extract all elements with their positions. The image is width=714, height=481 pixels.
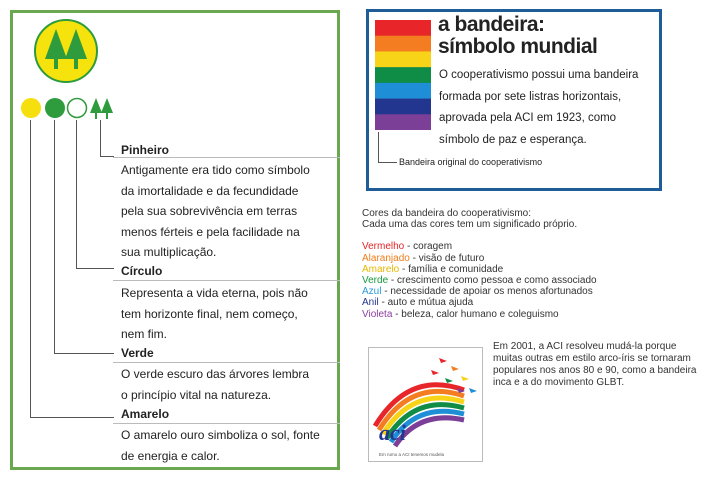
color-name: Verde (362, 275, 389, 287)
flag-caption: Bandeira original do cooperativismo (399, 157, 543, 167)
cooperative-pine-logo (34, 19, 98, 83)
color-meaning: - beleza, calor humano e coleguismo (392, 308, 559, 320)
color-meaning: - visão de futuro (409, 252, 485, 264)
flag-description: O cooperativismo possui uma bandeira formada por sete listras horizontais, aprovada pela ACI em 1923, como símbolo de paz e esperança. (439, 69, 639, 146)
svg-text:Em rumo a ACI tenemos mudela: Em rumo a ACI tenemos mudela (379, 452, 445, 457)
divider (113, 362, 340, 363)
section-title-circulo: Círculo (121, 264, 163, 278)
leader-line-amarelo (30, 120, 114, 418)
divider (113, 157, 340, 158)
divider (113, 423, 340, 424)
color-meanings (362, 208, 597, 320)
flag-stripe (375, 83, 431, 99)
svg-text:aci: aci (379, 420, 406, 445)
color-name: Vermelho (362, 241, 405, 253)
green-circle-icon (45, 98, 65, 118)
section-body-verde: O verde escuro das árvores lembra o princípio vital na natureza. (121, 367, 310, 402)
flag-stripe (375, 114, 431, 130)
color-meaning: - necessidade de apoiar os menos afortunados (381, 286, 593, 298)
flag-stripe (375, 99, 431, 115)
color-name: Alaranjado (362, 252, 410, 264)
flag-title: a bandeira: símbolo mundial (438, 13, 598, 58)
flag-stripe (375, 67, 431, 83)
pine-tree-icon (90, 98, 102, 113)
yellow-circle-icon (21, 98, 41, 118)
color-meaning-item (362, 275, 597, 286)
color-meaning-item (362, 297, 597, 308)
section-body-circulo: Representa a vida eterna, pois não tem horizonte final, nem começo, nem fim. (121, 286, 308, 341)
color-meanings-subheading: Cada uma das cores tem um significado próprio. (362, 219, 578, 231)
flag-stripe (375, 51, 431, 67)
cooperative-rainbow-flag (375, 20, 431, 130)
color-meaning: - auto e mútua ajuda (378, 297, 474, 309)
color-meaning: - coragem (404, 241, 453, 253)
color-name: Azul (362, 286, 382, 298)
section-body-pinheiro: Antigamente era tido como símbolo da imortalidade e da fecundidade pela sua sobrevivência em terras menos férteis e pela facilidade na sua multiplicação. (121, 163, 310, 259)
symbol-icons-row (20, 96, 120, 122)
color-name: Violeta (362, 308, 393, 320)
flag-stripe (375, 20, 431, 36)
section-body-amarelo: O amarelo ouro simboliza o sol, fonte de energia e calor. (121, 428, 320, 463)
color-meaning: - crescimento como pessoa e como associado (388, 275, 597, 287)
color-meaning-item (362, 241, 597, 252)
color-name: Anil (362, 297, 379, 309)
color-meanings-heading: Cores da bandeira do cooperativismo: (362, 208, 531, 219)
color-meaning-item (362, 309, 597, 320)
color-meaning: - família e comunidade (399, 263, 504, 275)
flag-caption-leader (378, 132, 397, 163)
aci-logo-image (368, 347, 483, 462)
color-meaning-item (362, 264, 597, 275)
section-title-amarelo: Amarelo (121, 407, 170, 421)
outline-circle-icon (68, 99, 87, 118)
color-meaning-item (362, 286, 597, 297)
section-title-pinheiro: Pinheiro (121, 143, 170, 157)
flag-stripe (375, 36, 431, 52)
aci-description: Em 2001, a ACI resolveu mudá-la porque muitas outras em estilo arco-íris se tornaram populares nos anos 80 e 90, como a bandeira inca e a do movimento GLBT. (493, 341, 697, 388)
color-name: Amarelo (362, 263, 400, 275)
color-meaning-item (362, 253, 597, 264)
section-title-verde: Verde (121, 346, 154, 360)
pine-tree-icon (101, 98, 113, 113)
divider (113, 280, 340, 281)
